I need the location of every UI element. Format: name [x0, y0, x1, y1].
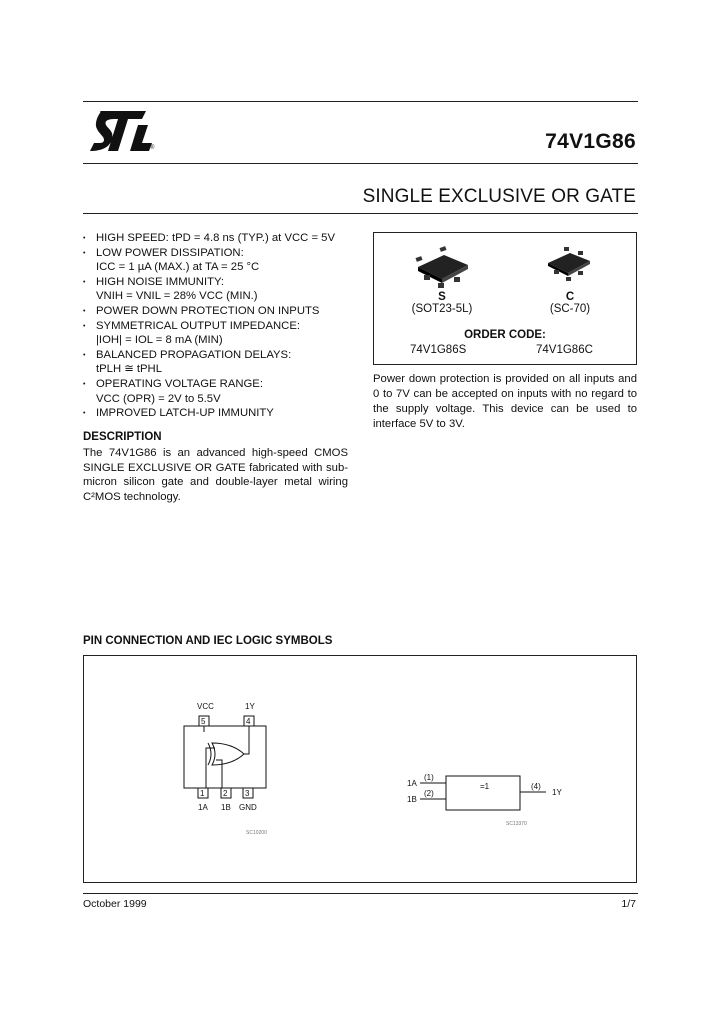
feature-label: POWER DOWN PROTECTION ON INPUTS [96, 304, 320, 317]
iec-output-num: (4) [531, 782, 541, 791]
header-rule-bottom [83, 213, 638, 214]
feature-detail: |IOH| = IOL = 8 mA (MIN) [96, 334, 223, 347]
order-code: 74V1G86C [536, 344, 593, 356]
feature-detail: ICC = 1 µA (MAX.) at TA = 25 °C [96, 261, 260, 274]
xor-gate-symbol [212, 743, 244, 765]
pin-label-1a: 1A [198, 803, 208, 812]
pin-label-1y: 1Y [245, 702, 255, 711]
xor-output-wire [244, 726, 249, 754]
description-title: DESCRIPTION [83, 431, 162, 443]
feature-label: OPERATING VOLTAGE RANGE: [96, 377, 263, 390]
registered-mark: ® [150, 145, 155, 151]
pin-num-2: 2 [223, 789, 228, 798]
footer-date: October 1999 [83, 898, 147, 910]
feature-item [83, 377, 363, 406]
feature-label: BALANCED PROPAGATION DELAYS: [96, 348, 292, 361]
st-logo [86, 107, 158, 155]
feature-item [83, 304, 363, 319]
power-down-note: Power down protection is provided on all inputs and 0 to 7V can be accepted on inputs with no regard to the supply voltage. This device can be used to interface 5V to 3V. [373, 373, 637, 430]
iec-input-name-1a: 1A [407, 779, 417, 788]
package-name: (SOT23-5L) [411, 303, 473, 315]
st-logo-icon [86, 107, 158, 155]
footer-page-number: 1/7 [621, 898, 636, 910]
iec-input-num-2: (2) [424, 789, 434, 798]
pin-label-vcc: VCC [197, 702, 214, 711]
package-sc70 [530, 291, 610, 315]
feature-label: IMPROVED LATCH-UP IMMUNITY [96, 407, 274, 420]
pin-connection-diagram [84, 656, 636, 882]
feature-item [83, 275, 363, 304]
pin-num-1: 1 [200, 789, 205, 798]
order-code: 74V1G86S [410, 344, 467, 356]
document-subtitle: SINGLE EXCLUSIVE OR GATE [362, 186, 636, 207]
pin-diagram-box [83, 655, 637, 883]
feature-label: HIGH SPEED: tPD = 4.8 ns (TYP.) at VCC = 5V [96, 232, 335, 244]
description-text: The 74V1G86 is an advanced high-speed CMOS SINGLE EXCLUSIVE OR GATE fabricated with sub-micron silicon gate and double-layer metal wiring C²MOS technology. [83, 447, 348, 503]
pin-num-5: 5 [201, 717, 206, 726]
feature-detail: tPLH ≅ tPHL [96, 363, 162, 376]
feature-detail: VNIH = VNIL = 28% VCC (MIN.) [96, 290, 258, 303]
pin-label-1b: 1B [221, 803, 231, 812]
sc70-package-icon [542, 245, 598, 285]
header-rule-top [83, 101, 638, 102]
iec-input-num-1: (1) [424, 773, 434, 782]
feature-label: LOW POWER DISSIPATION: [96, 246, 244, 259]
feature-item [83, 348, 363, 377]
pin-section-title: PIN CONNECTION AND IEC LOGIC SYMBOLS [83, 635, 333, 647]
iec-input-name-1b: 1B [407, 795, 417, 804]
sot23-package-icon [410, 245, 480, 291]
package-body [184, 726, 266, 788]
feature-list [83, 231, 363, 421]
xor-gate-input-arc [208, 743, 211, 765]
feature-item [83, 406, 363, 421]
iec-symbol-ref: SC13370 [506, 821, 527, 827]
feature-detail: VCC (OPR) = 2V to 5.5V [96, 392, 221, 405]
feature-item [83, 231, 363, 246]
feature-label: SYMMETRICAL OUTPUT IMPEDANCE: [96, 319, 300, 332]
feature-label: HIGH NOISE IMMUNITY: [96, 275, 225, 288]
package-box [373, 232, 637, 365]
header-rule-mid [83, 163, 638, 164]
package-letter: C [565, 291, 575, 303]
footer-rule [83, 893, 638, 894]
part-number: 74V1G86 [545, 130, 636, 153]
package-sot23 [402, 291, 482, 315]
package-letter: S [438, 291, 446, 303]
order-code-title: ORDER CODE: [464, 329, 546, 341]
pin-num-4: 4 [246, 717, 251, 726]
iec-function-label: =1 [480, 782, 490, 791]
pin-label-gnd: GND [239, 803, 257, 812]
package-name: (SC-70) [549, 303, 591, 315]
feature-item [83, 319, 363, 348]
feature-item [83, 246, 363, 275]
pin-num-3: 3 [245, 789, 250, 798]
iec-output-name: 1Y [552, 788, 562, 797]
pin-diagram-ref: SC10200 [246, 830, 267, 836]
